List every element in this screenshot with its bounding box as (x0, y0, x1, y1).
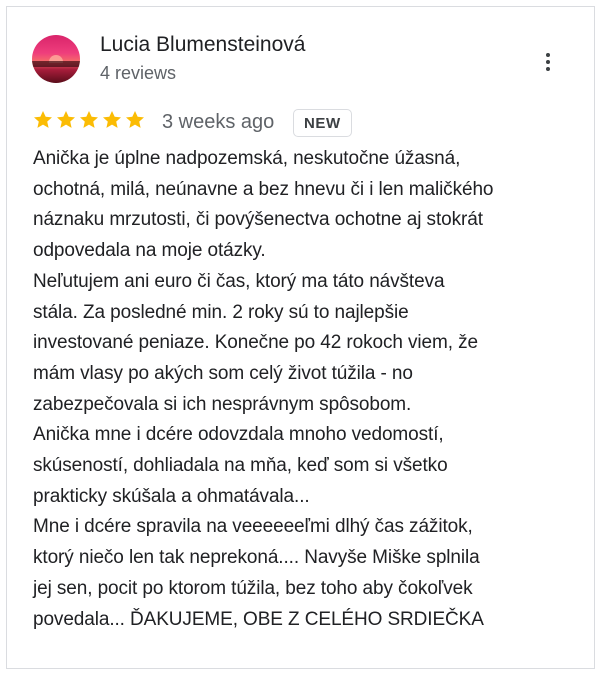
avatar[interactable] (32, 35, 80, 83)
avatar-horizon-shape (32, 61, 80, 67)
review-text-line: zabezpečovala si ich nesprávnym spôsobom. (33, 393, 412, 415)
reviewer-name[interactable]: Lucia Blumensteinová (100, 33, 306, 56)
review-text-line: ochotná, milá, neúnavne a bez hnevu či i len maličkého (33, 178, 494, 200)
review-text-line: ktorý niečo len tak neprekoná.... Navyše Miške splnila (33, 547, 480, 569)
star-icon (32, 109, 54, 131)
review-text-line: Mne i dcére spravila na veeeeeeľmi dlhý čas zážitok, (33, 516, 473, 538)
review-text-line: Anička je úplne nadpozemská, neskutočne úžasná, (33, 148, 461, 169)
review-text-line: investované peniaze. Konečne po 42 rokoch viem, že (33, 332, 478, 354)
review-text-line: mám vlasy po akých som celý život túžila - no (33, 362, 413, 384)
review-text-line: Neľutujem ani euro či čas, ktorý ma táto návšteva (33, 270, 445, 292)
review-text (33, 144, 573, 635)
review-text-line: prakticky skúšala a ohmatávala... (33, 485, 310, 507)
star-icon (101, 109, 123, 131)
review-text-line: stála. Za posledné min. 2 roky sú to najlepšie (33, 301, 409, 323)
review-text-line: povedala... ĎAKUJEME, OBE Z CELÉHO SRDIEČKA (33, 608, 484, 630)
review-text-line: jej sen, pocit po ktorom túžila, bez toho aby čokoľvek (33, 577, 473, 599)
review-text-line: Anička mne i dcére odovzdala mnoho vedomostí, (33, 424, 444, 446)
more-dot (546, 60, 550, 64)
star-icon (55, 109, 77, 131)
review-time: 3 weeks ago (162, 111, 275, 133)
new-badge: NEW (293, 109, 352, 137)
reviewer-review-count: 4 reviews (100, 63, 177, 83)
star-icon (78, 109, 100, 131)
more-vert-icon[interactable] (536, 48, 560, 76)
review-text-line: odpovedala na moje otázky. (33, 240, 266, 262)
review-text-line: skúseností, dohliadala na mňa, keď som si všetko (33, 455, 448, 477)
more-dot (546, 67, 550, 71)
more-dot (546, 53, 550, 57)
star-rating (32, 109, 146, 131)
star-icon (124, 109, 146, 131)
review-text-line: náznaku mrzutosti, či povýšenectva ochotne aj stokrát (33, 209, 483, 231)
